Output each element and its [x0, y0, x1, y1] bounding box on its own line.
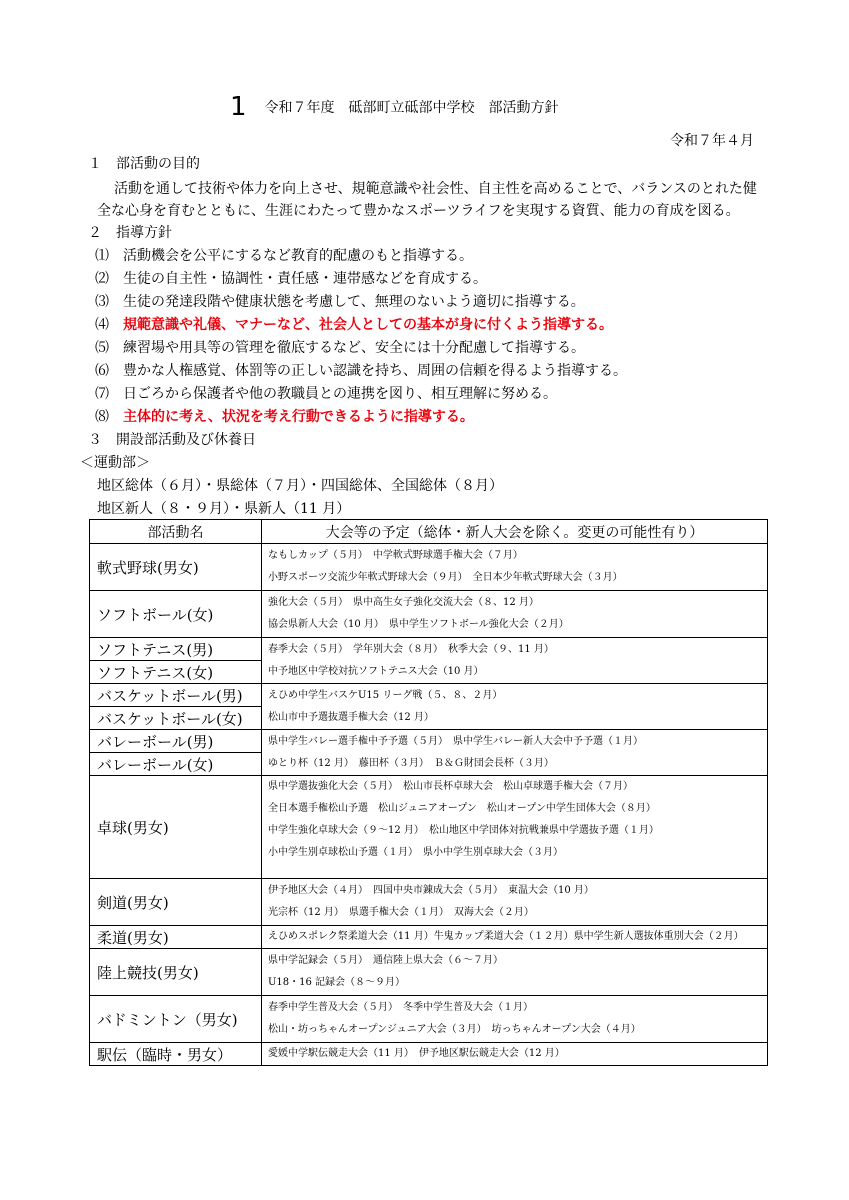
section3-subheading: ＜運動部＞ — [80, 455, 150, 471]
tournament-line-2: 地区新人（８・９月）・県新人（11 月） — [97, 501, 351, 517]
event-line: 県中学記録会（５月） 通信陸上県大会（６〜７月） — [268, 955, 503, 966]
event-line: 協会県新人大会（10 月） 県中学生ソフトボール強化大会（２月） — [268, 619, 569, 630]
event-list — [262, 684, 768, 730]
section2-heading: ２ 指導方針 — [88, 225, 172, 241]
title-text: 令和７年度 砥部町立砥部中学校 部活動方針 — [264, 100, 559, 116]
table-row — [90, 1043, 768, 1066]
table-row — [90, 730, 768, 753]
event-line: 小野スポーツ交流少年軟式野球大会（９月） 全日本少年軟式野球大会（３月） — [268, 572, 623, 583]
policy-item-highlight — [95, 406, 474, 426]
policy-mark: ⑹ — [95, 363, 109, 379]
event-line: 春季大会（５月） 学年別大会（８月） 秋季大会（９、11 月） — [268, 643, 554, 655]
event-line: 県中学生バレー選手権中予予選（５月） 県中学生バレー新人大会中予予選（１月） — [268, 735, 643, 747]
section1-body-line1: 活動を通して技術や体力を向上させ、規範意識や社会性、自主性を高めることで、バランスのとれた健 — [114, 181, 757, 197]
event-list — [262, 879, 768, 926]
event-list — [262, 926, 768, 949]
policy-item — [95, 291, 585, 311]
policy-text: 練習場や用具等の管理を徹底するなど、安全には十分配慮して指導する。 — [123, 340, 585, 356]
club-name: 卓球(男女) — [90, 776, 262, 879]
document-title — [230, 92, 559, 122]
policy-mark: ⑻ — [95, 409, 109, 425]
policy-mark: ⑵ — [95, 271, 109, 287]
club-name: バスケットボール(男) — [90, 684, 262, 707]
policy-item — [95, 383, 557, 403]
event-list — [262, 638, 768, 684]
policy-text: 豊かな人権感覚、体罰等の正しい認識を持ち、周囲の信頼を得るよう指導する。 — [123, 363, 627, 379]
club-name: 陸上競技(男女) — [90, 949, 262, 996]
event-list — [262, 591, 768, 638]
table-row — [90, 638, 768, 661]
event-line: 松山市中予選抜選手権大会（12 月） — [268, 711, 434, 723]
policy-item — [95, 268, 487, 288]
event-line: 強化大会（５月） 県中高生女子強化交流大会（８、12 月） — [268, 597, 539, 608]
policy-mark: ⑴ — [95, 248, 109, 264]
club-name: 軟式野球(男女) — [90, 544, 262, 591]
club-name: ソフトテニス(男) — [90, 638, 262, 661]
table-row — [90, 684, 768, 707]
club-name: 柔道(男女) — [90, 926, 262, 949]
club-schedule-table — [89, 519, 768, 1066]
policy-mark: ⑸ — [95, 340, 109, 356]
header-schedule: 大会等の予定（総体・新人大会を除く。変更の可能性有り） — [262, 520, 768, 544]
event-list — [262, 776, 768, 879]
section3-heading: ３ 開設部活動及び休養日 — [88, 432, 256, 448]
page-number: 1 — [230, 92, 247, 122]
event-line: 小中学生別卓球松山予選（１月） 県小中学生別卓球大会（３月） — [268, 847, 563, 858]
event-list — [262, 949, 768, 996]
policy-text-highlight: 規範意識や礼儀、マナーなど、社会人としての基本が身に付くよう指導する。 — [123, 317, 613, 333]
event-line: 全日本選手権松山予選 松山ジュニアオープン 松山オープン中学生団体大会（８月） — [268, 803, 656, 814]
section1-body-line2: 全な心身を育むとともに、生涯にわたって豊かなスポーツライフを実現する資質、能力の育成を図る。 — [97, 203, 740, 219]
policy-item — [95, 337, 585, 357]
policy-mark: ⑺ — [95, 386, 109, 402]
table-row — [90, 591, 768, 638]
policy-item — [95, 360, 627, 380]
event-list — [262, 544, 768, 591]
policy-text: 活動機会を公平にするなど教育的配慮のもと指導する。 — [123, 248, 473, 264]
policy-text: 生徒の発達段階や健康状態を考慮して、無理のないよう適切に指導する。 — [123, 294, 585, 310]
policy-text: 日ごろから保護者や他の教職員との連携を図り、相互理解に努める。 — [123, 386, 557, 402]
club-name: バスケットボール(女) — [90, 707, 262, 730]
club-name: 駅伝（臨時・男女） — [90, 1043, 262, 1066]
event-list — [262, 996, 768, 1043]
event-line: 県中学選抜強化大会（５月） 松山市長杯卓球大会 松山卓球選手権大会（７月） — [268, 781, 633, 792]
club-name: バレーボール(女) — [90, 753, 262, 776]
header-club-name: 部活動名 — [90, 520, 262, 544]
policy-item — [95, 245, 473, 265]
event-line: 中学生強化卓球大会（９〜12 月） 松山地区中学団体対抗戦兼県中学選抜予選（１月） — [268, 825, 659, 836]
table-header-row — [90, 520, 768, 544]
table-row — [90, 879, 768, 926]
event-list — [262, 1043, 768, 1066]
event-line: 伊予地区大会（４月） 四国中央市錬成大会（５月） 東温大会（10 月） — [268, 885, 594, 896]
event-line: 愛媛中学駅伝競走大会（11 月） 伊予地区駅伝競走大会（12 月） — [268, 1048, 565, 1059]
table-row — [90, 544, 768, 591]
policy-item-highlight — [95, 314, 613, 334]
event-line: なもしカップ（５月） 中学軟式野球選手権大会（７月） — [268, 550, 523, 561]
section1-heading: １ 部活動の目的 — [88, 156, 200, 172]
event-line: 松山・坊っちゃんオープンジュニア大会（３月） 坊っちゃんオープン大会（４月） — [268, 1024, 641, 1035]
club-name: 剣道(男女) — [90, 879, 262, 926]
tournament-line-1: 地区総体（６月）・県総体（７月）・四国総体、全国総体（８月） — [97, 478, 503, 494]
table-row — [90, 996, 768, 1043]
event-line: 春季中学生普及大会（５月） 冬季中学生普及大会（１月） — [268, 1002, 533, 1013]
document-date: 令和７年４月 — [670, 133, 754, 149]
policy-mark: ⑷ — [95, 317, 109, 333]
club-name: バドミントン（男女) — [90, 996, 262, 1043]
event-line: えひめ中学生バスケU15 リーグ戦（５、８、２月） — [268, 689, 503, 701]
table-row — [90, 949, 768, 996]
club-name: ソフトテニス(女) — [90, 661, 262, 684]
table-row — [90, 926, 768, 949]
table-row — [90, 776, 768, 879]
event-list — [262, 730, 768, 776]
event-line: 中予地区中学校対抗ソフトテニス大会（10 月） — [268, 665, 484, 677]
club-name: バレーボール(男) — [90, 730, 262, 753]
policy-text-highlight: 主体的に考え、状況を考え行動できるように指導する。 — [123, 409, 474, 425]
event-line: U18・16 記録会（８〜９月） — [268, 977, 406, 988]
event-line: えひめスポレク祭柔道大会（11 月）牛鬼カップ柔道大会（１２月）県中学生新人選抜体重別大会（２月） — [268, 931, 744, 942]
event-line: 光宗杯（12 月） 県選手権大会（１月） 双海大会（２月） — [268, 907, 534, 918]
policy-mark: ⑶ — [95, 294, 109, 310]
event-line: ゆとり杯（12 月） 藤田杯（３月） Ｂ＆Ｇ財団会長杯（３月） — [268, 757, 554, 769]
policy-text: 生徒の自主性・協調性・責任感・連帯感などを育成する。 — [123, 271, 487, 287]
club-name: ソフトボール(女) — [90, 591, 262, 638]
